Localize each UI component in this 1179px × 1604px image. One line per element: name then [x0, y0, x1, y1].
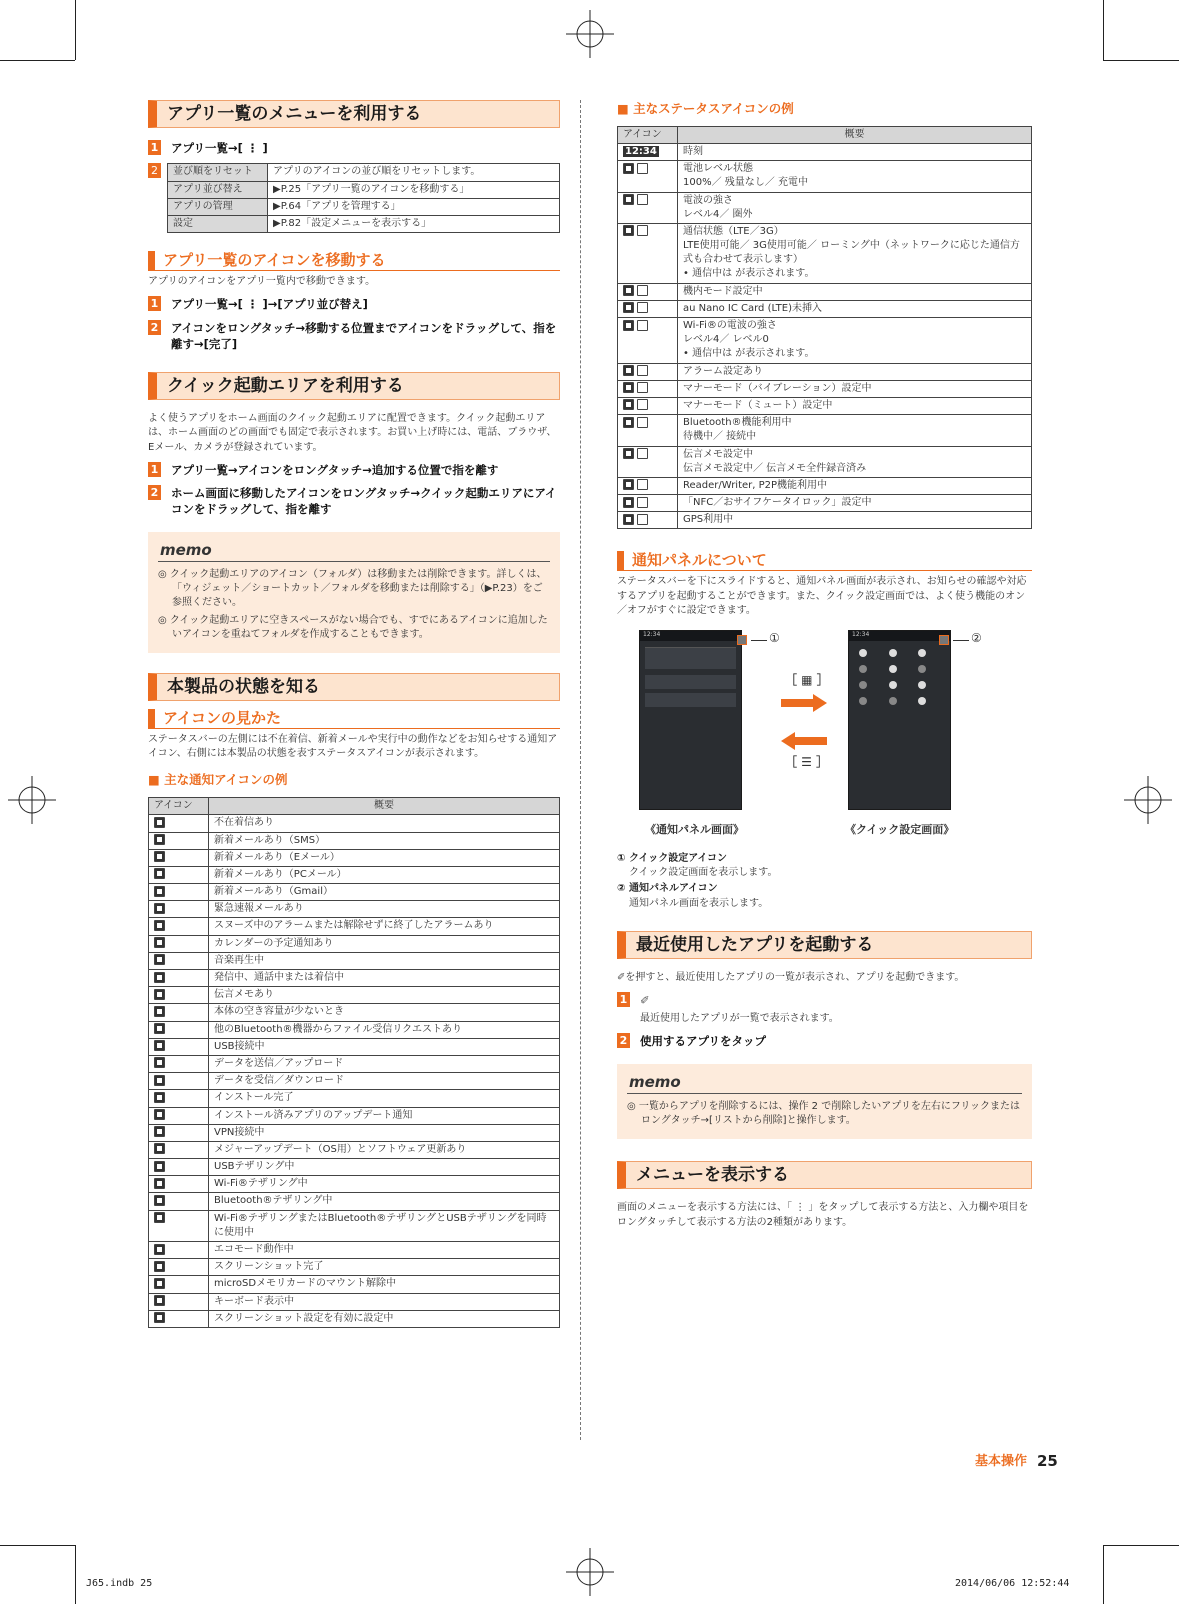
table-row — [149, 1107, 560, 1124]
table-row — [149, 1090, 560, 1107]
notification-panel-icon[interactable] — [939, 635, 949, 645]
menu-item: アプリ並び替え — [168, 181, 268, 198]
memo-box — [148, 532, 560, 653]
notification-desc: 不在着信あり — [209, 815, 560, 832]
quick-settings-icon[interactable] — [737, 635, 747, 645]
notification-desc: 新着メールあり（SMS） — [209, 832, 560, 849]
footer-section: 基本操作 — [975, 1454, 1028, 1469]
table-row — [618, 363, 1032, 380]
table-row — [618, 283, 1032, 300]
status-desc: Reader/Writer, P2P機能利用中 — [678, 477, 1032, 494]
notification-desc: USB接続中 — [209, 1038, 560, 1055]
mute-icon — [618, 397, 678, 414]
recent-apps-key-icon: ✐ — [640, 992, 650, 1007]
table-row — [149, 1073, 560, 1090]
notification-desc: 発信中、通話中または着信中 — [209, 970, 560, 987]
step-1: 1 アプリ一覧→[ ⋮ ]→[アプリ並び替え] — [148, 296, 560, 312]
crop-mark — [1103, 1545, 1179, 1546]
notification-desc: データを送信／アップロード — [209, 1055, 560, 1072]
memo-box — [617, 1064, 1032, 1140]
crop-mark — [1103, 0, 1104, 60]
step-1: 1 アプリ一覧→アイコンをロングタッチ→追加する位置で指を離す — [148, 462, 560, 478]
table-row — [149, 1004, 560, 1021]
notification-icon — [149, 1055, 209, 1072]
table-row — [168, 181, 560, 198]
recent-apps-desc: ✐を押すと、最近使用したアプリの一覧が表示され、アプリを起動できます。 — [617, 971, 965, 983]
registration-mark-top — [566, 10, 614, 58]
status-table-title: ■ 主なステータスアイコンの例 — [617, 100, 1032, 118]
table-row — [618, 192, 1032, 223]
menu-desc: ▶P.82「設定メニューを表示する」 — [268, 215, 560, 232]
marker-2: ② — [971, 631, 982, 645]
notification-icon — [149, 1038, 209, 1055]
notification-icon — [149, 1310, 209, 1327]
table-row — [618, 446, 1032, 477]
table-row — [618, 495, 1032, 512]
notification-desc: 伝言メモあり — [209, 987, 560, 1004]
step-1: 1 ✐ — [617, 992, 1032, 1008]
notification-desc: Wi-Fi®テザリングまたはBluetooth®テザリングとUSBテザリングを同時に使用中 — [209, 1210, 560, 1241]
table-row — [149, 952, 560, 969]
status-desc: 電池レベル状態 100%／ 残量なし／ 充電中 — [678, 161, 1032, 192]
notification-icon — [149, 884, 209, 901]
section-title-quick-launch: クイック起動エリアを利用する — [148, 372, 560, 400]
note-2-desc: 通知パネル画面を表示します。 — [629, 897, 769, 909]
col-header-desc: 概要 — [678, 126, 1032, 143]
table-row — [149, 832, 560, 849]
table-row — [149, 1038, 560, 1055]
memo-item: ◎ クイック起動エリアのアイコン（フォルダ）は移動または削除できます。詳しくは、「ウィジェット／ショートカット／フォルダを移動または削除する」（▶P.23）をご参照ください。 — [158, 569, 547, 609]
notification-icon — [149, 1107, 209, 1124]
note-1-title: ① クイック設定アイコン — [617, 853, 727, 864]
notification-desc: USBテザリング中 — [209, 1159, 560, 1176]
step-2: 2 アイコンをロングタッチ→移動する位置までアイコンをドラッグして、指を離す→[完了] — [148, 320, 560, 353]
notification-icon — [149, 1293, 209, 1310]
step-2: 2 ホーム画面に移動したアイコンをロングタッチ→クイック起動エリアにアイコンをドラッグして、指を離す — [148, 485, 560, 518]
notification-icon — [149, 1210, 209, 1241]
notification-icon — [149, 849, 209, 866]
network-icon — [618, 223, 678, 283]
table-row — [618, 143, 1032, 160]
menu-item: 設定 — [168, 215, 268, 232]
table-row — [168, 215, 560, 232]
status-desc: 「NFC／おサイフケータイロック」設定中 — [678, 495, 1032, 512]
crop-mark — [75, 1545, 76, 1604]
col-header-desc: 概要 — [209, 798, 560, 815]
notification-icon — [149, 970, 209, 987]
footer-file: J65.indb 25 — [86, 1578, 153, 1589]
section-title-show-menu: メニューを表示する — [617, 1161, 1032, 1189]
notification-desc: Wi-Fi®テザリング中 — [209, 1176, 560, 1193]
page-number: 25 — [1037, 1452, 1058, 1470]
notification-icon — [149, 1141, 209, 1158]
table-row — [618, 223, 1032, 283]
memo-item: ◎ 一覧からアプリを削除するには、操作 2 で削除したいアプリを左右にフリックまたはロングタッチ→[リストから削除]と操作します。 — [627, 1101, 1021, 1127]
notification-icon — [149, 815, 209, 832]
section-title-device-status: 本製品の状態を知る — [148, 673, 560, 701]
crop-mark — [0, 60, 75, 61]
notification-desc: カレンダーの予定通知あり — [209, 935, 560, 952]
gps-icon — [618, 512, 678, 529]
recent-apps-key-icon: ✐ — [617, 971, 626, 983]
notification-desc: microSDメモリカードのマウント解除中 — [209, 1276, 560, 1293]
col-header-icon: アイコン — [618, 126, 678, 143]
status-desc: 伝言メモ設定中 伝言メモ設定中／ 伝言メモ全件録音済み — [678, 446, 1032, 477]
note-1-desc: クイック設定画面を表示します。 — [629, 867, 778, 879]
note-2-title: ② 通知パネルアイコン — [617, 883, 718, 895]
table-row — [149, 1021, 560, 1038]
table-row — [618, 318, 1032, 364]
section-title-app-menu: アプリ一覧のメニューを利用する — [148, 100, 560, 128]
crop-mark — [0, 1545, 75, 1546]
notification-icon — [149, 918, 209, 935]
nfc-icon — [618, 477, 678, 494]
notification-icon — [149, 935, 209, 952]
status-desc: マナーモード（バイブレーション）設定中 — [678, 380, 1032, 397]
panel-figure — [617, 622, 1032, 852]
notification-icon — [149, 1259, 209, 1276]
table-row — [149, 1242, 560, 1259]
caption-quick-settings: 《クイック設定画面》 — [845, 823, 955, 836]
phone-notification-panel: 12:34 — [639, 630, 742, 810]
notification-desc: Bluetooth®テザリング中 — [209, 1193, 560, 1210]
table-row — [149, 866, 560, 883]
notification-desc: エコモード動作中 — [209, 1242, 560, 1259]
status-desc: 時刻 — [678, 143, 1032, 160]
registration-mark-left — [8, 776, 56, 824]
table-row — [618, 300, 1032, 317]
table-row — [149, 1141, 560, 1158]
status-desc: au Nano IC Card (LTE)未挿入 — [678, 300, 1032, 317]
table-row — [149, 970, 560, 987]
label-quick-settings-icon: ［ ▦ ］ — [785, 673, 829, 687]
right-column — [617, 100, 1032, 1234]
table-row — [149, 1310, 560, 1327]
registration-mark-bottom — [566, 1548, 614, 1596]
table-row — [618, 512, 1032, 529]
marker-1: ① — [769, 631, 780, 645]
notification-icon — [149, 1242, 209, 1259]
table-row — [618, 477, 1032, 494]
left-column: アプリ一覧のメニューを利用する 1 アプリ一覧→[ ⋮ ] 2 並び順をリセット アプリのアイコンの並び順をリセットします。 アプリ並び替え ▶P.25「アプリ一覧のアイコンを移動する」 アプリの管理 ▶P.64「アプリを管理する」 設定 ▶P.82「設定メニューを表示する」 アプリ一覧のアイコンを移動する アプリのアイコンをアプリ一覧内で移動できます。 1 アプリ一覧→[ ⋮ ]→[アプリ並び替え] 2 アイコンをロングタッチ→移動する位置までアイコンをドラッグして、指を離す→[完了] クイック起動エリアを利用する よく使うアプリをホーム画面のクイック起動エリアに配置できます。クイック起動エリアは、ホーム画面のどの画面でも固定で表示されます。お買い上げ時には、電話、ブラウザ、Eメール、カメラが登録されています。 1 アプリ一覧→アイコンをロングタッチ→追加する位置で指を離す 2 ホーム画面に移動したアイコンをロングタッチ→クイック起動エリアにアイコンをドラッグして、指を離す memo ◎ クイック起動エリアのアイコン（フォルダ）は移動または削除できます。詳しくは、「ウィジェット／ショートカット／フォルダを移動または削除する」（▶P.23）をご参照ください。 ◎ クイック起動エリアに空きスペースがない場合でも、すでにあるアイコンに追加したいアイコンを重ねてフォルダを作成することもできます。 本製品の状態を知る アイコンの見かた ステータスバーの左側には不在着信、新着メールや実行中の動作などをお知らせする通知アイコン、右側には本製品の状態を表すステータスアイコンが表示されます。 ■ 主な通知アイコンの例 アイコン 概要 不在着信あり 新着メールあり（SMS） 新着メールあり（Eメール） 新着メールあり（PCメール） 新着メールあり（Gmail） 緊急速報メールあり スヌーズ中のアラームまたは解除せずに終了したアラームあり カレンダーの予定通知あり 音楽再生中 発信中、通話中または着信中 伝言メモあり 本体の空き容量が少ないとき 他のBluetooth®機器からファイル受信リクエストあり USB接続中 データを送信／アップロード データを受信／ダウンロード インストール完了 インストール済みアプリのアップデート通知 VPN接続中 メジャーアップデート（OS用）とソフトウェア更新あり USBテザリング中 Wi-Fi®テザリング中 Bluetooth®テザリング中 Wi-Fi®テザリングまたはBluetooth®テザリングとUSBテザリングを同時に使用中 エコモード動作中 スクリーンショット完了 microSDメモリカードのマウント解除中 キーボード表示中 スクリーンショット設定を有効に設定中 — [148, 100, 560, 1328]
table-row — [149, 935, 560, 952]
sim-icon — [618, 300, 678, 317]
notification-desc: 緊急速報メールあり — [209, 901, 560, 918]
quick-launch-desc: よく使うアプリをホーム画面のクイック起動エリアに配置できます。クイック起動エリアは、ホーム画面のどの画面でも固定で表示されます。お買い上げ時には、電話、ブラウザ、Eメール、カメラが登録されています。 — [148, 413, 557, 453]
icons-desc: ステータスバーの左側には不在着信、新着メールや実行中の動作などをお知らせする通知アイコン、右側には本製品の状態を表すステータスアイコンが表示されます。 — [148, 734, 558, 760]
menu-desc: アプリのアイコンの並び順をリセットします。 — [268, 164, 560, 181]
notification-icon — [149, 1073, 209, 1090]
step-1-desc: 最近使用したアプリが一覧で表示されます。 — [640, 1013, 839, 1025]
notification-icon-table — [148, 797, 560, 1328]
table-row — [149, 884, 560, 901]
menu-desc: ▶P.64「アプリを管理する」 — [268, 198, 560, 215]
status-desc: 電波の強さ レベル4／ 圏外 — [678, 192, 1032, 223]
table-row — [618, 415, 1032, 446]
notification-desc: インストール完了 — [209, 1090, 560, 1107]
notification-icon — [149, 901, 209, 918]
show-menu-desc: 画面のメニューを表示する方法には、「 ⋮ 」をタップして表示する方法と、入力欄や項目をロングタッチして表示する方法の2種類があります。 — [617, 1202, 1029, 1228]
menu-desc: ▶P.25「アプリ一覧のアイコンを移動する」 — [268, 181, 560, 198]
section-title-notification-panel: 通知パネルについて — [617, 551, 1032, 571]
notification-icon — [149, 952, 209, 969]
status-desc: Bluetooth®機能利用中 待機中／ 接続中 — [678, 415, 1032, 446]
crop-mark — [1103, 1545, 1104, 1604]
step-1: 1 アプリ一覧→[ ⋮ ] — [148, 140, 560, 156]
notification-icon — [149, 866, 209, 883]
notification-icon — [149, 832, 209, 849]
notification-icon — [149, 1090, 209, 1107]
phone-quick-settings: 12:34 — [848, 630, 951, 810]
table-row — [168, 198, 560, 215]
table-row — [149, 1055, 560, 1072]
table-row — [618, 380, 1032, 397]
status-desc: 通信状態（LTE／3G） LTE使用可能／ 3G使用可能／ ローミング中（ネットワークに応じた通信方式も合わせて表示します） • 通信中は が表示されます。 — [678, 223, 1032, 283]
notification-desc: メジャーアップデート（OS用）とソフトウェア更新あり — [209, 1141, 560, 1158]
table-row — [149, 987, 560, 1004]
notification-desc: スクリーンショット完了 — [209, 1259, 560, 1276]
menu-item: 並び順をリセット — [168, 164, 268, 181]
status-desc: Wi-Fi®の電波の強さ レベル4／ レベル0 • 通信中は が表示されます。 — [678, 318, 1032, 364]
notification-table-title: ■ 主な通知アイコンの例 — [148, 771, 560, 789]
status-icon-table — [617, 126, 1032, 530]
label-notification-panel-icon: ［ ☰ ］ — [785, 755, 829, 769]
crop-mark — [75, 0, 76, 60]
lock-icon — [618, 495, 678, 512]
notification-desc: スクリーンショット設定を有効に設定中 — [209, 1310, 560, 1327]
notification-icon — [149, 1159, 209, 1176]
notification-desc: データを受信／ダウンロード — [209, 1073, 560, 1090]
registration-mark-right — [1124, 776, 1172, 824]
memo-title: memo — [158, 540, 550, 562]
table-row — [149, 918, 560, 935]
wifi-icon — [618, 318, 678, 364]
menu-item: アプリの管理 — [168, 198, 268, 215]
table-row — [149, 1124, 560, 1141]
caption-notification-panel: 《通知パネル画面》 — [645, 823, 744, 836]
memo-item: ◎ クイック起動エリアに空きスペースがない場合でも、すでにあるアイコンに追加したいアイコンを重ねてフォルダを作成することもできます。 — [158, 614, 548, 640]
col-header-icon: アイコン — [149, 798, 209, 815]
footer-date: 2014/06/06 12:52:44 — [955, 1578, 1070, 1589]
notification-desc: インストール済みアプリのアップデート通知 — [209, 1107, 560, 1124]
notification-desc: 音楽再生中 — [209, 952, 560, 969]
notification-icon — [149, 1176, 209, 1193]
notification-icon — [149, 1124, 209, 1141]
table-row — [618, 161, 1032, 192]
notification-icon — [149, 1004, 209, 1021]
notification-desc: スヌーズ中のアラームまたは解除せずに終了したアラームあり — [209, 918, 560, 935]
app-menu-table — [167, 163, 560, 233]
notification-icon — [149, 1021, 209, 1038]
memo-title: memo — [627, 1072, 1022, 1094]
table-row — [618, 397, 1032, 414]
notification-icon — [149, 1276, 209, 1293]
table-row — [149, 849, 560, 866]
notification-icon — [149, 1193, 209, 1210]
section-title-move-icons: アプリ一覧のアイコンを移動する — [148, 251, 560, 271]
notification-desc: 新着メールあり（Gmail） — [209, 884, 560, 901]
battery-icon — [618, 161, 678, 192]
table-row — [168, 164, 560, 181]
table-row — [149, 901, 560, 918]
12:34-icon: 12:34 — [618, 143, 678, 160]
table-row — [149, 815, 560, 832]
bluetooth-icon — [618, 415, 678, 446]
step-2: 2 使用するアプリをタップ — [617, 1033, 1032, 1049]
notification-desc: 他のBluetooth®機器からファイル受信リクエストあり — [209, 1021, 560, 1038]
arrow-left-icon — [781, 732, 827, 750]
table-row — [149, 1210, 560, 1241]
notification-desc: キーボード表示中 — [209, 1293, 560, 1310]
column-divider — [580, 100, 581, 1440]
notification-desc: VPN接続中 — [209, 1124, 560, 1141]
table-row — [149, 1276, 560, 1293]
notification-desc: 新着メールあり（Eメール） — [209, 849, 560, 866]
voicememo-icon — [618, 446, 678, 477]
notification-panel-desc: ステータスバーを下にスライドすると、通知パネル画面が表示され、お知らせの確認や対応するアプリを起動することができます。また、クイック設定画面では、よく使う機能のオン／オフがすぐに設定できます。 — [617, 576, 1027, 616]
notification-desc: 本体の空き容量が少ないとき — [209, 1004, 560, 1021]
table-row — [149, 1193, 560, 1210]
notification-icon — [149, 987, 209, 1004]
arrow-right-icon — [781, 694, 827, 712]
table-row — [149, 1259, 560, 1276]
airplane-icon — [618, 283, 678, 300]
table-row — [149, 1293, 560, 1310]
move-icons-desc: アプリのアイコンをアプリ一覧内で移動できます。 — [148, 276, 376, 288]
signal-icon — [618, 192, 678, 223]
table-row — [149, 1176, 560, 1193]
status-desc: マナーモード（ミュート）設定中 — [678, 397, 1032, 414]
crop-mark — [1103, 60, 1179, 61]
status-desc: GPS利用中 — [678, 512, 1032, 529]
vibrate-icon — [618, 380, 678, 397]
table-row — [149, 1159, 560, 1176]
notification-desc: 新着メールあり（PCメール） — [209, 866, 560, 883]
status-desc: アラーム設定あり — [678, 363, 1032, 380]
status-desc: 機内モード設定中 — [678, 283, 1032, 300]
section-title-recent-apps: 最近使用したアプリを起動する — [617, 931, 1032, 959]
alarm-icon — [618, 363, 678, 380]
subsection-title-icons: アイコンの見かた — [148, 709, 560, 729]
